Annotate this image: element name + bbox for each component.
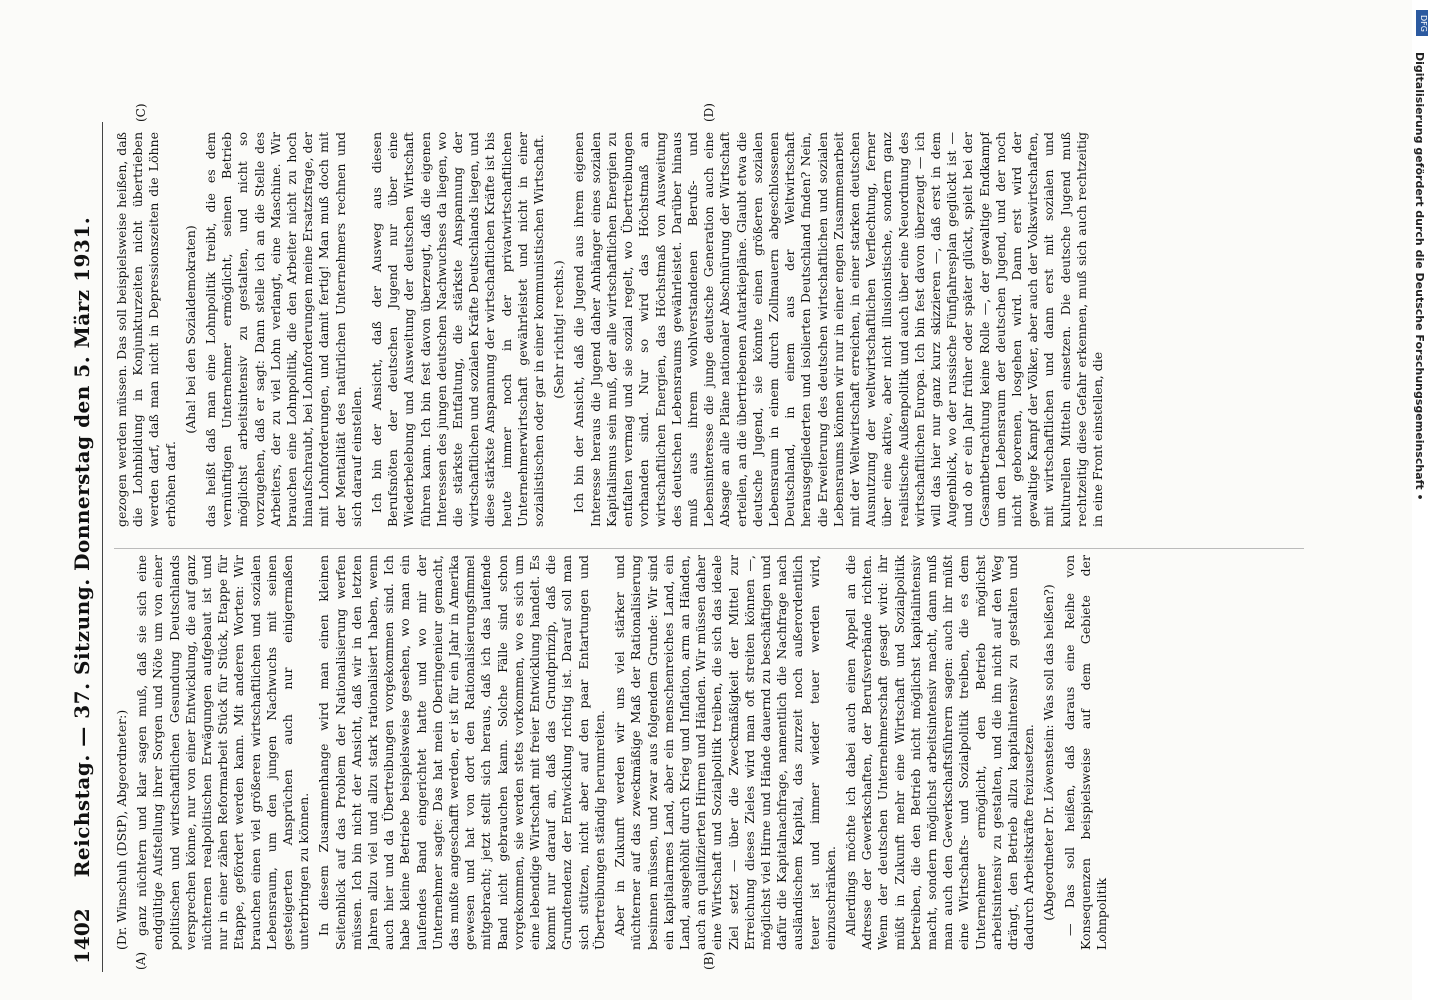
right-text-column (114, 132, 1304, 527)
margin-mark-a: (A) (134, 951, 148, 970)
margin-mark-b: (B) (702, 951, 716, 970)
paragraph: In diesem Zusammenhange wird man einen kleinen Seitenblick auf das Problem der Nationalisierung werfen müssen. Ich bin nicht der Ansicht, daß wir in den letzten Jahren allzu viel und allzu stark rationalisiert haben, wenn auch hier und da Übertreibungen vorgekommen sind. Ich habe kleine Betriebe beispielsweise gesehen, wo man ein laufendes Band eingerichtet hatte und wo mir der Unternehmer sagte: Das hat mein Oberingenieur gemacht, das mußte angeschafft werden, er ist für ein Jahr in Amerika gewesen und hat von dort den Rationalisierungsfimmel mitgebracht; jetzt stellt sich heraus, daß ich das laufende Band nicht gebrauchen kann. Solche Fälle sind schon vorgekommen, sie werden stets vorkommen, wo es sich um eine lebendige Wirtschaft mit freier Entwicklung handelt. Es kommt nur darauf an, daß das Grundprinzip, daß die Grundtendenz der Entwicklung richtig ist. Darauf soll man sich stützen, nicht aber auf den paar Entartungen und Übertreibungen ständig herumreiten. (316, 555, 607, 950)
interjection: (Aha! bei den Sozialdemokraten) (182, 225, 198, 434)
paragraph: Allerdings möchte ich dabei auch einen Appell an die Adresse der Gewerkschaften, der Berufsverbände richten. Wenn der deutschen Unternehmerschaft gesagt wird: ihr müßt in Zukunft mehr eine Wirtschaft und Sozialpolitik betreiben, die den Betrieb nicht möglichst kapitalintensiv macht, sondern möglichst arbeitsintensiv macht, dann muß man auch den Gewerkschaftsführern sagen: auch ihr müßt eine Wirtschafts- und Sozialpolitik treiben, die es dem Unternehmer ermöglicht, den Betrieb möglichst arbeitsintensiv zu gestalten, und die ihn nicht auf den Weg drängt, den Betrieb allzu kapitalintensiv zu gestalten und dadurch Arbeitskräfte freizusetzen. (842, 555, 1037, 950)
margin-mark-c: (C) (134, 103, 148, 122)
paragraph: Ich bin der Ansicht, daß die Jugend aus ihrem eigenen Interesse heraus die Jugend daher Anhänger eines sozialen Kapitalismus sein muß, der alle wirtschaftlichen Energien zu entfalten vermag und sie sozial regelt, wo Übertreibungen vorhanden sind. Nur so wird das Höchstmaß an wirtschaftlichen Energien, das Höchstmaß von Ausweitung des deutschen Lebensraums gewährleistet. Darüber hinaus muß aus ihrem wohlverstandenen Berufs- und Lebensinteresse die junge deutsche Generation auch eine Absage an alle Pläne nationaler Abschnürung der Wirtschaft erteilen, an die übertriebenen Autarkiepläne. Glaubt etwa die deutsche Jugend, sie könnte einen größeren sozialen Lebensraum in einem durch Zollmauern abgeschlossenen Deutschland, in einem aus der Weltwirtschaft herausgegliederten und isolierten Deutschland finden? Nein, die Erweiterung des deutschen wirtschaftlichen und sozialen Lebensraums können wir nur in einer engen Zusammenarbeit mit der Weltwirtschaft erreichen, in einer starken deutschen Ausnutzung der weltwirtschaftlichen Verflechtung, ferner über eine aktive, aber nicht illusionistische, sondern ganz realistische Außenpolitik und auch über eine Neuordnung des wirtschaftlichen Europa. Ich bin fest davon überzeugt — ich will das hier nur ganz kurz skizzieren —, daß erst in dem Augenblick, wo der russische Fünfjahresplan geglückt ist — und ob er ein Jahr früher oder später glückt, spielt bei der Gesamtbetrachtung keine Rolle —, der gewaltige Endkampf um den Lebensraum der deutschen Jugend, und der noch nicht geborenen, losgehen wird. Dann erst wird der gewaltige Kampf der Völker, aber auch der Volkswirtschaften, mit wirtschaftlichen und dann erst mit sozialen und kulturellen Mitteln einsetzen. Die deutsche Jugend muß rechtzeitig diese Gefahr erkennen, muß sich auch rechtzeitig in eine Front einstellen, die (571, 132, 1105, 527)
left-text-column (114, 555, 1304, 950)
speaker-line: (Dr. Winschuh (DStP), Abgeordneter:) (114, 709, 129, 950)
page-number: 1402 (70, 908, 94, 964)
credit-text-container (1412, 12, 1426, 992)
dfg-logo: DFG (1416, 10, 1428, 36)
rotated-newspaper-page (62, 103, 1322, 972)
paragraph: ganz nüchtern und klar sagen muß, daß sie sich eine endgültige Aufstellung ihrer Sorgen und Nöte um von einer politischen und wirtschaftlichen Gesundung Deutschlands versprechen könne, nur von einer Entwicklung, die auf ganz nüchternen realpolitischen Erwägungen aufgebaut ist und nur in einer zähen Reformarbeit Stück für Stück, Etappe für Etappe, gefördert werden kann. Mit anderen Worten: Wir brauchen einen viel größeren wirtschaftlichen und sozialen Lebensraum, um den jungen Nachwuchs mit seinen gesteigerten Ansprüchen auch nur einigermaßen unterbringen zu können. (134, 555, 312, 950)
interjection: (Sehr richtig! rechts.) (551, 260, 567, 399)
paragraph: Aber in Zukunft werden wir uns viel stärker und nüchterner auf das zweckmäßige Maß der Rationalisierung besinnen müssen, und zwar aus folgendem Grunde: Wir sind ein kapitalarmes Land, aber ein menschenreiches Land, ein Land, ausgehöhlt durch Krieg und Inflation, arm an Händen, auch an qualifizierten Hirnen und Händen. Wir müssen daher eine Wirtschaft und Sozialpolitik treiben, die sich das ideale Ziel setzt — über die Zweckmäßigkeit der Mittel zur Erreichung dieses Zieles wird man oft streiten können —, möglichst viel Hirne und Hände dauernd zu beschäftigen und dafür die Kapitalnachfrage, namentlich die Nachfrage nach ausländischem Kapital, das zurzeit noch außerordentlich teuer ist und immer wieder teuer werden wird, einzuschränken. (612, 555, 838, 950)
running-title: Reichstag. — 37. Sitzung. Donnerstag den 5. März 1931. (70, 216, 94, 878)
margin-mark-d: (D) (702, 103, 716, 122)
paragraph: — Das soll heißen, daß daraus eine Reihe von Konsequenzen beispielsweise auf dem Gebiete der Lohnpolitik (1061, 555, 1109, 950)
paragraph: gezogen werden müssen. Das soll beispielsweise heißen, daß die Lohnbildung in Konjunkturzeiten nicht übertrieben werden darf, daß man nicht in Depressionszeiten die Löhne erhöhen darf. (114, 132, 178, 527)
page-header (62, 122, 103, 972)
paragraph: Ich bin der Ansicht, daß der Ausweg aus diesen Berufsnöten der deutschen Jugend nur über eine Wiederbelebung und Ausweitung der deutschen Wirtschaft führen kann. Ich bin fest davon überzeugt, daß die eigenen Interessen des jungen deutschen Nachwuchses da liegen, wo die stärkste Entfaltung, die stärkste Anspannung der wirtschaftlichen und sozialen Kräfte Deutschlands liegen, und diese stärkste Anspannung der wirtschaftlichen Kräfte ist bis heute immer noch in der privatwirtschaftlichen Unternehmerwirtschaft gewährleistet und nicht in einer sozialistischen oder gar in einer kommunistischen Wirtschaft. (369, 132, 547, 527)
interjection: (Abgeordneter Dr. Löwenstein: Was soll das heißen?) (1041, 584, 1057, 921)
digitization-credit: Digitalisierung gefördert durch die Deutsche Forschungsgemeinschaft • (1413, 52, 1426, 501)
paragraph: das heißt daß man eine Lohnpolitik treibt, die es dem vernünftigen Unternehmer ermöglicht, seinen Betrieb möglichst arbeitsintensiv zu gestalten, und nicht so vorzugehen, daß er sagt: Dann stelle ich an die Stelle des Arbeiters, der zu viel Lohn verlangt, eine Maschine. Wir brauchen eine Lohnpolitik, die den Arbeiter nicht zu hoch hinaufschraubt, bei Lohnforderungen meine Ersatzsfrage, der mit Lohnforderungen, und damit fertig! Man muß doch mit der Mentalität des natürlichen Unternehmers rechnen und sich darauf einstellen. (203, 132, 364, 527)
column-divider (114, 548, 1304, 549)
